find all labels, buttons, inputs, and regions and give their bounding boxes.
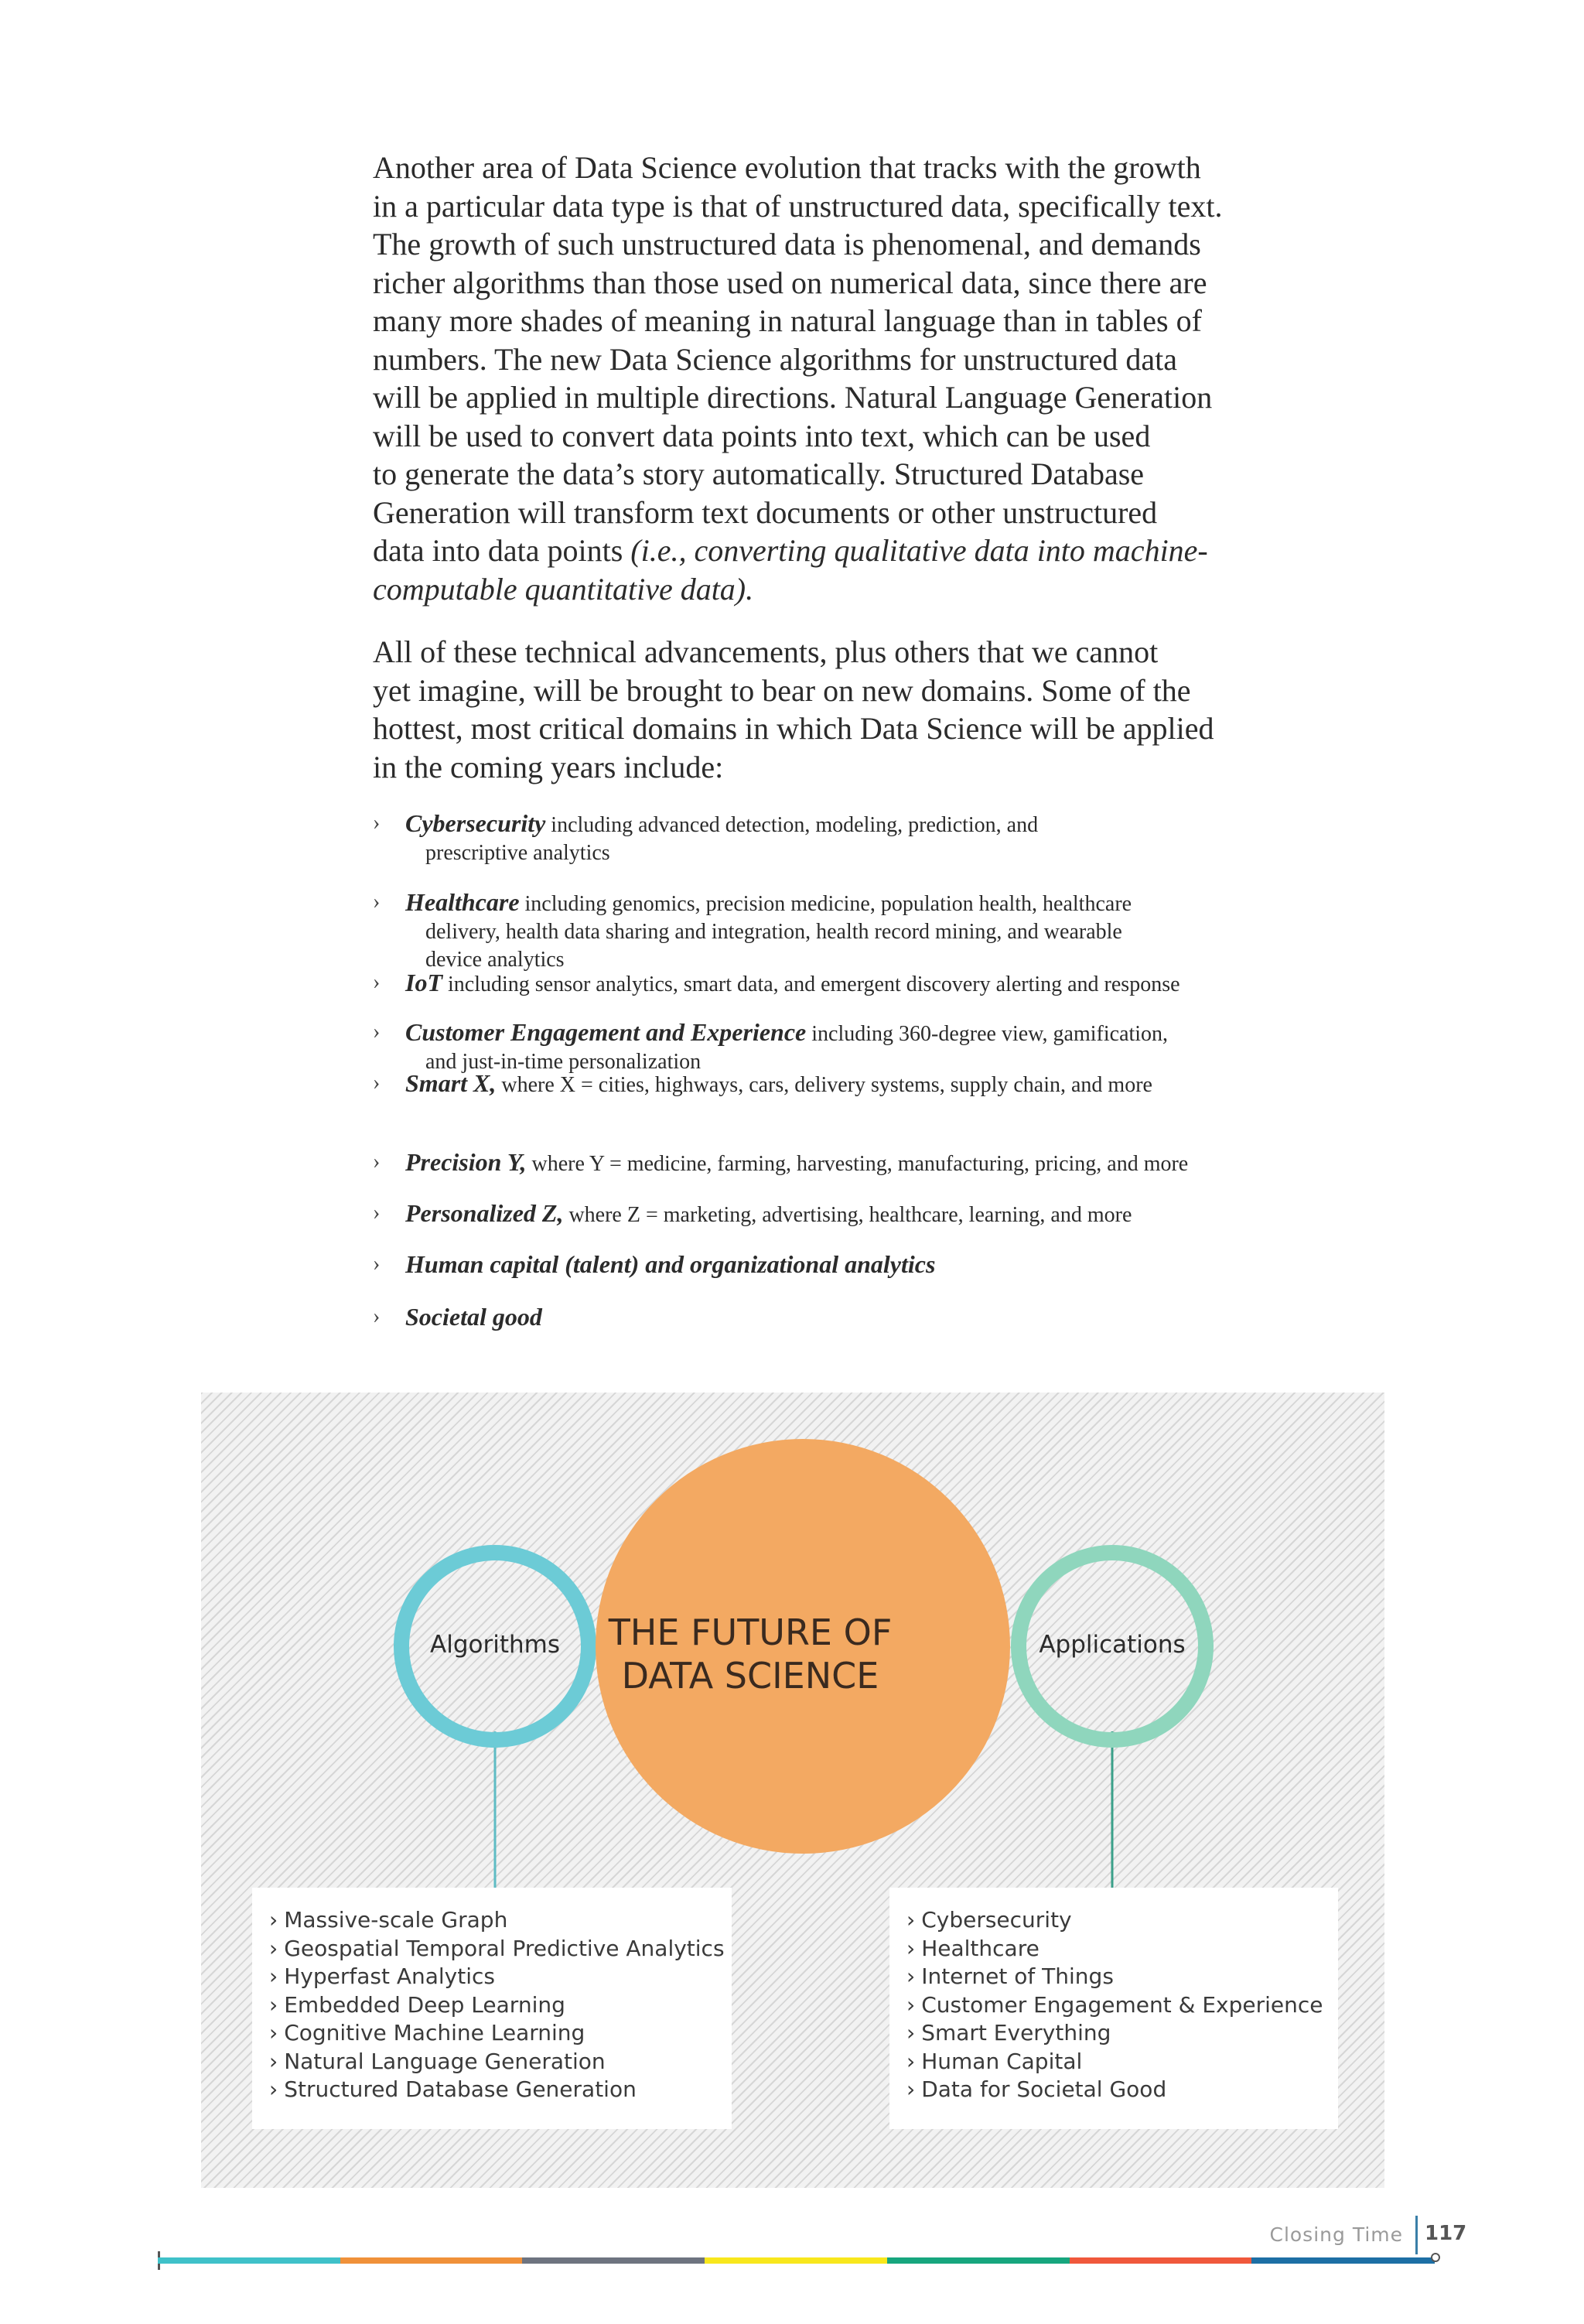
domain-term: Smart X, — [405, 1069, 497, 1097]
application-item — [906, 1935, 1321, 1963]
paragraph-1-line: The growth of such unstructured data is phenomenal, and demands — [373, 227, 1201, 261]
chevron-right-icon: › — [269, 1963, 278, 1989]
chevron-right-icon: › — [269, 1907, 278, 1933]
footer-color-bar — [158, 2257, 1434, 2264]
algorithm-item — [269, 2048, 715, 2076]
paragraph-1-last-plain: data into data points — [373, 533, 631, 568]
algorithm-item — [269, 2019, 715, 2048]
chevron-right-icon: › — [906, 1935, 916, 1961]
domain-item — [373, 1018, 1272, 1076]
domain-term: IoT — [405, 969, 442, 996]
chevron-right-icon: › — [906, 2048, 916, 2074]
bullet-chevron-icon: › — [373, 1201, 381, 1225]
domain-item — [373, 809, 1272, 867]
item-label: Embedded Deep Learning — [284, 1991, 565, 2018]
paragraph-1-line: in a particular data type is that of unstructured data, specifically text. — [373, 188, 1223, 224]
paragraph-2-line: hottest, most critical domains in which Data Science will be applied — [373, 711, 1214, 746]
item-label: Human Capital — [921, 2048, 1083, 2074]
color-bar-segment — [887, 2257, 1070, 2264]
paragraph-1-line: will be applied in multiple directions. Natural Language Generation — [373, 380, 1213, 415]
item-label: Cybersecurity — [921, 1907, 1072, 1933]
domain-item — [373, 1199, 1272, 1229]
item-label: Data for Societal Good — [921, 2076, 1167, 2102]
color-bar-segment — [1070, 2257, 1253, 2264]
application-item — [906, 2076, 1321, 2104]
footer-divider — [1415, 2216, 1418, 2254]
domain-description: where X = cities, highways, cars, delivery systems, supply chain, and more — [496, 1073, 1152, 1097]
bullet-chevron-icon: › — [373, 890, 381, 914]
domain-item — [373, 1148, 1272, 1178]
item-label: Smart Everything — [921, 2020, 1111, 2045]
paragraph-1-line: Another area of Data Science evolution that tracks with the growth — [373, 150, 1201, 185]
domain-term: Cybersecurity — [405, 809, 546, 837]
algorithm-item — [269, 1906, 715, 1935]
center-title — [596, 1611, 905, 1697]
footer-section-title: Closing Time — [1269, 2223, 1403, 2246]
domain-description: where Y = medicine, farming, harvesting, manufacturing, pricing, and more — [526, 1152, 1189, 1176]
bullet-chevron-icon: › — [373, 970, 381, 994]
domain-term: Societal good — [405, 1303, 542, 1331]
domain-description: including advanced detection, modeling, prediction, and — [545, 813, 1039, 837]
paragraph-1-line: richer algorithms than those used on numerical data, since there are — [373, 265, 1207, 300]
chevron-right-icon: › — [906, 1907, 916, 1933]
algorithm-item — [269, 2076, 715, 2104]
chevron-right-icon: › — [906, 1991, 916, 2018]
item-label: Healthcare — [921, 1935, 1040, 1961]
domain-description: where Z = marketing, advertising, healthcare, learning, and more — [563, 1203, 1132, 1227]
domain-description: device analytics — [425, 948, 565, 972]
item-label: Massive-scale Graph — [284, 1907, 508, 1933]
bullet-chevron-icon: › — [373, 1071, 381, 1095]
algorithms-box — [252, 1888, 732, 2129]
application-item — [906, 1991, 1321, 2020]
domain-item — [373, 1069, 1272, 1099]
application-item — [906, 2048, 1321, 2076]
paragraph-1-lines — [373, 150, 1222, 530]
color-bar-end-dot — [1431, 2253, 1440, 2262]
domain-item — [373, 1250, 1272, 1280]
bullet-chevron-icon: › — [373, 1252, 381, 1276]
item-label: Structured Database Generation — [284, 2076, 637, 2102]
domain-description: including genomics, precision medicine, population health, healthcare — [519, 892, 1132, 916]
paragraph-1-line: will be used to convert data points into text, which can be used — [373, 418, 1151, 453]
chevron-right-icon: › — [269, 1991, 278, 2018]
color-bar-segment — [522, 2257, 705, 2264]
color-bar-segment — [1251, 2257, 1435, 2264]
item-label: Internet of Things — [921, 1963, 1114, 1989]
domain-description: including sensor analytics, smart data, and emergent discovery alerting and response — [442, 972, 1180, 996]
item-label: Customer Engagement & Experience — [921, 1991, 1323, 2018]
paragraph-1-italic-line2: computable quantitative data). — [373, 571, 754, 607]
chevron-right-icon: › — [269, 2076, 278, 2102]
chevron-right-icon: › — [269, 1935, 278, 1961]
paragraph-1-line: to generate the data’s story automatically. Structured Database — [373, 456, 1145, 491]
chevron-right-icon: › — [906, 1963, 916, 1989]
paragraph-1-line: numbers. The new Data Science algorithms for unstructured data — [373, 341, 1178, 377]
chevron-right-icon: › — [906, 2076, 916, 2102]
domain-description: including 360-degree view, gamification, — [806, 1022, 1169, 1046]
domain-term: Human capital (talent) and organizational analytics — [405, 1250, 936, 1278]
domain-term: Personalized Z, — [405, 1199, 564, 1227]
algorithm-item — [269, 1963, 715, 1991]
item-label: Cognitive Machine Learning — [284, 2020, 585, 2045]
domain-item — [373, 888, 1272, 974]
chevron-right-icon: › — [269, 2020, 278, 2045]
color-bar-segment — [705, 2257, 888, 2264]
domain-description: delivery, health data sharing and integration, health record mining, and wearable — [425, 920, 1122, 944]
applications-list — [906, 1906, 1321, 2104]
color-bar-segment — [340, 2257, 524, 2264]
item-label: Hyperfast Analytics — [284, 1963, 495, 1989]
item-label: Geospatial Temporal Predictive Analytics — [284, 1935, 725, 1961]
domain-description: and just-in-time personalization — [425, 1050, 702, 1074]
domain-term: Healthcare — [405, 888, 520, 916]
center-title-line2: DATA SCIENCE — [621, 1655, 879, 1697]
bullet-chevron-icon: › — [373, 1150, 381, 1174]
domain-item — [373, 1303, 1272, 1333]
bullet-chevron-icon: › — [373, 1304, 381, 1328]
domain-term: Customer Engagement and Experience — [405, 1018, 807, 1046]
paragraph-1-line: many more shades of meaning in natural language than in tables of — [373, 303, 1202, 338]
domain-item — [373, 969, 1272, 999]
paragraph-2-line: in the coming years include: — [373, 749, 724, 784]
future-of-data-science-infographic — [201, 1393, 1384, 2188]
page-number: 117 — [1425, 2222, 1467, 2245]
center-title-line1: THE FUTURE OF — [608, 1611, 893, 1653]
domain-term: Precision Y, — [405, 1148, 527, 1176]
algorithms-list — [269, 1906, 725, 2104]
color-bar-segment — [158, 2257, 341, 2264]
algorithms-label: Algorithms — [430, 1631, 560, 1659]
algorithm-item — [269, 1991, 715, 2020]
bullet-chevron-icon: › — [373, 811, 381, 835]
applications-box — [889, 1888, 1338, 2129]
paragraph-2-line: yet imagine, will be brought to bear on new domains. Some of the — [373, 672, 1191, 708]
paragraph-1-last-italic: (i.e., converting qualitative data into machine- — [630, 533, 1208, 568]
applications-label: Applications — [1039, 1631, 1186, 1659]
application-item — [906, 2019, 1321, 2048]
paragraph-domains-intro — [373, 633, 1224, 786]
chevron-right-icon: › — [906, 2020, 916, 2045]
paragraph-2-line: All of these technical advancements, plus others that we cannot — [373, 634, 1159, 669]
bullet-chevron-icon: › — [373, 1020, 381, 1044]
item-label: Natural Language Generation — [284, 2048, 606, 2074]
algorithm-item — [269, 1935, 725, 1963]
chevron-right-icon: › — [269, 2048, 278, 2074]
domain-description: prescriptive analytics — [425, 841, 610, 865]
paragraph-unstructured-data — [373, 149, 1224, 608]
application-item — [906, 1963, 1321, 1991]
paragraph-1-line: Generation will transform text documents or other unstructured — [373, 494, 1158, 530]
application-item — [906, 1906, 1321, 1935]
